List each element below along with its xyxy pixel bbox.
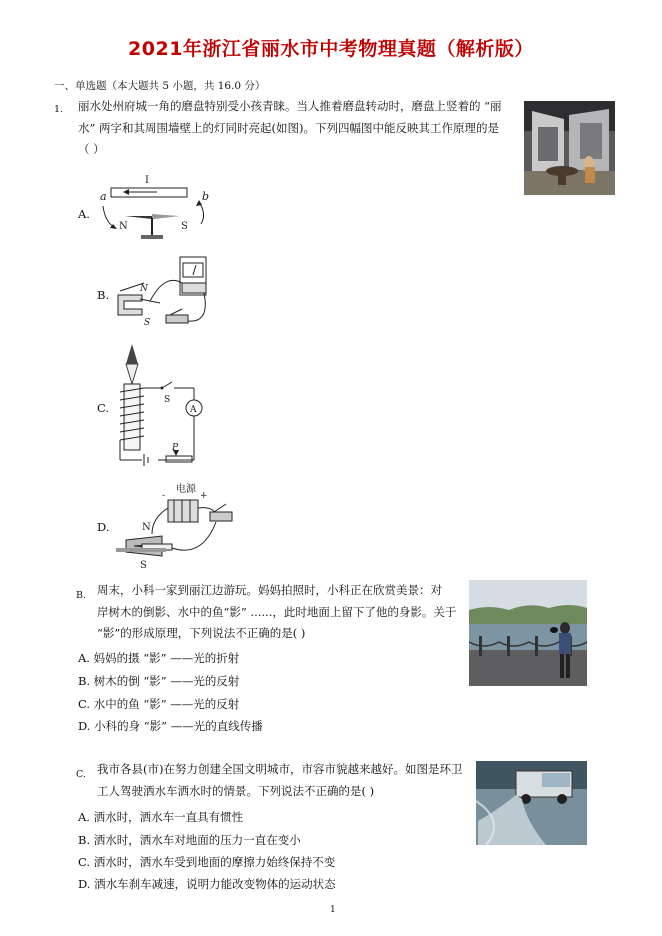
q1-option-d-label: D.	[97, 520, 110, 534]
current-label: I	[145, 175, 149, 186]
q2-option-d	[78, 718, 263, 734]
section-heading: 一、单选题（本大题共 5 小题，共 16.0 分）	[54, 80, 266, 92]
q2-line: 周末，小科一家到丽江边游玩。妈妈拍照时，小科正在欣赏美景：对	[97, 583, 442, 597]
q3-option-d	[78, 876, 336, 892]
q3-option-b	[78, 832, 301, 848]
option-label: A.	[78, 810, 90, 824]
q1-option-b-figure	[110, 253, 215, 335]
q1-line: 水” 两字和其周围墙壁上的灯同时亮起(如图)。下列四幅图中能反映其工作原理的是	[78, 120, 500, 135]
q1-option-c-label: C.	[97, 401, 110, 415]
label-b: b	[202, 190, 210, 203]
q2-option-c	[78, 696, 239, 712]
q2-option-a	[78, 650, 239, 666]
power-label: 电源	[176, 484, 196, 495]
q1-option-b-label: B.	[97, 288, 110, 302]
q2-photo	[469, 580, 587, 686]
q2-line: “影”的形成原理，下列说法不正确的是( )	[97, 626, 306, 640]
q1-line: 丽水处州府城一角的磨盘特别受小孩青睐。当人推着磨盘转动时，磨盘上竖着的 “丽	[78, 99, 502, 113]
q3-option-a	[78, 809, 243, 825]
option-label: C.	[78, 697, 91, 711]
label-n: N	[140, 284, 148, 294]
q1-line: （ ）	[78, 142, 105, 156]
q1-stem	[78, 96, 518, 161]
q1-option-d-figure	[112, 478, 242, 570]
label-s: S	[181, 221, 188, 232]
label-p: P	[172, 443, 179, 453]
option-text: 洒水时，洒水车对地面的压力一直在变小	[93, 833, 301, 847]
q3-number: C.	[76, 769, 86, 780]
q3-stem	[97, 759, 475, 802]
option-text: 洒水车刹车减速，说明力能改变物体的运动状态	[94, 877, 336, 891]
q1-number: 1.	[54, 104, 64, 115]
label-a: a	[100, 190, 107, 203]
option-label: B.	[78, 833, 91, 847]
q1-option-a-figure	[95, 172, 225, 252]
option-text: 洒水时，洒水车受到地面的摩擦力始终保持不变	[93, 855, 336, 869]
q3-line: 工人驾驶洒水车洒水时的情景。下列说法不正确的是( )	[97, 783, 375, 798]
q3-photo	[476, 761, 587, 845]
label-s: S	[140, 560, 147, 570]
label-s: S	[144, 318, 151, 328]
page-title: 2021年浙江省丽水市中考物理真题（解析版）	[128, 38, 534, 60]
q1-option-a-label: A.	[78, 207, 90, 221]
page-number: 1	[330, 905, 336, 915]
q1-photo	[524, 101, 615, 195]
option-text: 洒水时，洒水车一直具有惯性	[93, 810, 244, 824]
q1-option-c-figure	[112, 342, 212, 470]
option-label: D.	[78, 719, 91, 733]
option-label: B.	[78, 674, 91, 688]
q2-number: B.	[76, 590, 87, 601]
option-label: A.	[78, 651, 90, 665]
label-s: S	[164, 395, 171, 405]
q2-line: 岸树木的倒影、水中的鱼“影” ......，此时地面上留下了他的身影。关于	[97, 604, 457, 619]
q2-stem	[97, 580, 469, 645]
option-label: D.	[78, 877, 91, 891]
plus-label: +	[200, 491, 208, 501]
option-text: 妈妈的摄 “影” ——光的折射	[93, 651, 240, 665]
q3-option-c	[78, 854, 335, 870]
option-label: C.	[78, 855, 91, 869]
q2-option-b	[78, 673, 239, 689]
option-text: 树木的倒 “影” ——光的反射	[93, 674, 240, 688]
label-n: N	[142, 522, 151, 533]
option-text: 小科的身 “影” ——光的直线传播	[94, 719, 263, 733]
label-n: N	[119, 221, 128, 232]
q3-line: 我市各县(市)在努力创建全国文明城市，市容市貌越来越好。如图是环卫	[97, 762, 463, 776]
option-text: 水中的鱼 “影” ——光的反射	[93, 697, 240, 711]
minus-label: -	[162, 491, 166, 501]
label-a: A	[190, 405, 197, 415]
